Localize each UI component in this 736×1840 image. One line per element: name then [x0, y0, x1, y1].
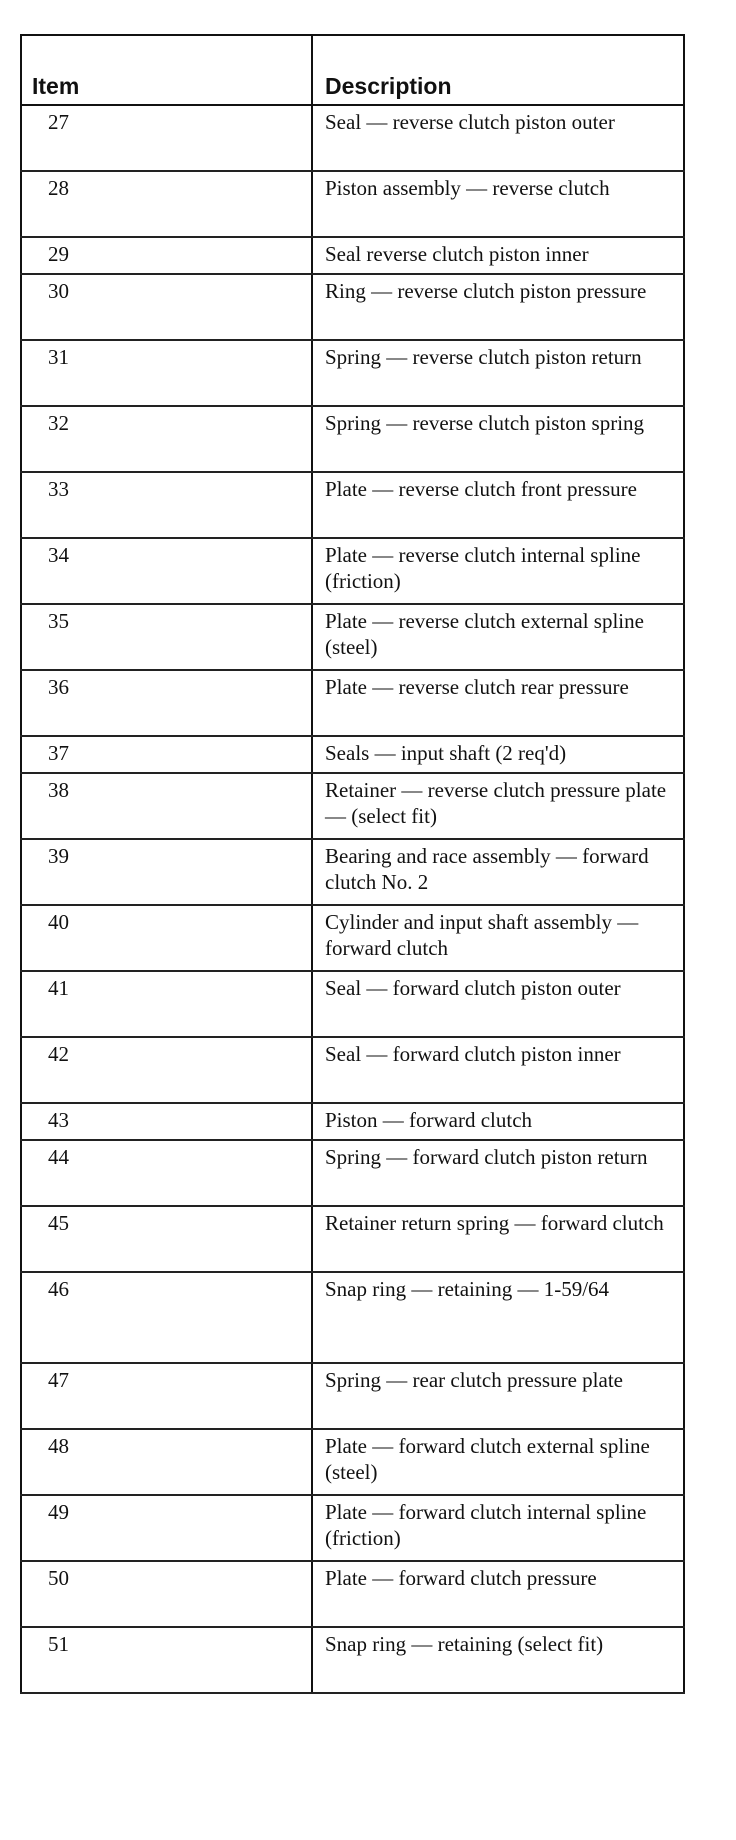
item-description: Plate — forward clutch internal spline (friction) [312, 1495, 684, 1561]
table-row [21, 905, 684, 971]
item-number: 42 [21, 1037, 312, 1103]
item-number: 47 [21, 1363, 312, 1429]
table-row [21, 1206, 684, 1272]
table-row [21, 1561, 684, 1627]
table-row [21, 237, 684, 274]
table-row [21, 670, 684, 736]
item-number: 37 [21, 736, 312, 773]
item-number: 34 [21, 538, 312, 604]
table-row [21, 472, 684, 538]
table-row [21, 971, 684, 1037]
item-description: Seal reverse clutch piston inner [312, 237, 684, 274]
table-row [21, 604, 684, 670]
item-number: 50 [21, 1561, 312, 1627]
item-number: 45 [21, 1206, 312, 1272]
item-number: 35 [21, 604, 312, 670]
item-description: Cylinder and input shaft assembly — forward clutch [312, 905, 684, 971]
item-description: Ring — reverse clutch piston pressure [312, 274, 684, 340]
item-description: Seal — forward clutch piston outer [312, 971, 684, 1037]
table-row [21, 1140, 684, 1206]
item-number: 39 [21, 839, 312, 905]
item-description: Spring — forward clutch piston return [312, 1140, 684, 1206]
item-number: 48 [21, 1429, 312, 1495]
item-number: 32 [21, 406, 312, 472]
item-description: Plate — reverse clutch external spline (steel) [312, 604, 684, 670]
table-row [21, 1495, 684, 1561]
table-row [21, 773, 684, 839]
item-description: Seal — reverse clutch piston outer [312, 105, 684, 171]
item-description: Spring — reverse clutch piston spring [312, 406, 684, 472]
item-description: Piston — forward clutch [312, 1103, 684, 1140]
item-description: Plate — reverse clutch rear pressure [312, 670, 684, 736]
item-description: Spring — reverse clutch piston return [312, 340, 684, 406]
item-description: Seals — input shaft (2 req'd) [312, 736, 684, 773]
item-description: Plate — reverse clutch internal spline (friction) [312, 538, 684, 604]
table-row [21, 1429, 684, 1495]
table-row [21, 1037, 684, 1103]
table-row [21, 1363, 684, 1429]
item-number: 46 [21, 1272, 312, 1363]
parts-table [20, 34, 685, 1694]
table-row [21, 105, 684, 171]
item-description: Retainer — reverse clutch pressure plate — (select fit) [312, 773, 684, 839]
table-row [21, 406, 684, 472]
table-row [21, 340, 684, 406]
table-row [21, 171, 684, 237]
item-number: 30 [21, 274, 312, 340]
table-row [21, 1272, 684, 1363]
item-description: Snap ring — retaining (select fit) [312, 1627, 684, 1693]
item-number: 43 [21, 1103, 312, 1140]
table-row [21, 1627, 684, 1693]
table-header-row [21, 35, 684, 105]
table-row [21, 274, 684, 340]
item-number: 41 [21, 971, 312, 1037]
item-number: 27 [21, 105, 312, 171]
table-row [21, 839, 684, 905]
item-description: Retainer return spring — forward clutch [312, 1206, 684, 1272]
item-description: Seal — forward clutch piston inner [312, 1037, 684, 1103]
item-description: Spring — rear clutch pressure plate [312, 1363, 684, 1429]
item-description: Piston assembly — reverse clutch [312, 171, 684, 237]
item-number: 31 [21, 340, 312, 406]
item-number: 40 [21, 905, 312, 971]
item-number: 49 [21, 1495, 312, 1561]
item-number: 28 [21, 171, 312, 237]
item-number: 33 [21, 472, 312, 538]
item-number: 51 [21, 1627, 312, 1693]
table-row [21, 736, 684, 773]
item-number: 44 [21, 1140, 312, 1206]
table-row [21, 538, 684, 604]
item-description: Plate — forward clutch pressure [312, 1561, 684, 1627]
table-row [21, 1103, 684, 1140]
item-number: 29 [21, 237, 312, 274]
item-number: 38 [21, 773, 312, 839]
item-description: Bearing and race assembly — forward clutch No. 2 [312, 839, 684, 905]
item-description: Plate — forward clutch external spline (steel) [312, 1429, 684, 1495]
item-description: Snap ring — retaining — 1-59/64 [312, 1272, 684, 1363]
item-number: 36 [21, 670, 312, 736]
description-column-header: Description [312, 35, 684, 105]
item-description: Plate — reverse clutch front pressure [312, 472, 684, 538]
item-column-header: Item [21, 35, 312, 105]
